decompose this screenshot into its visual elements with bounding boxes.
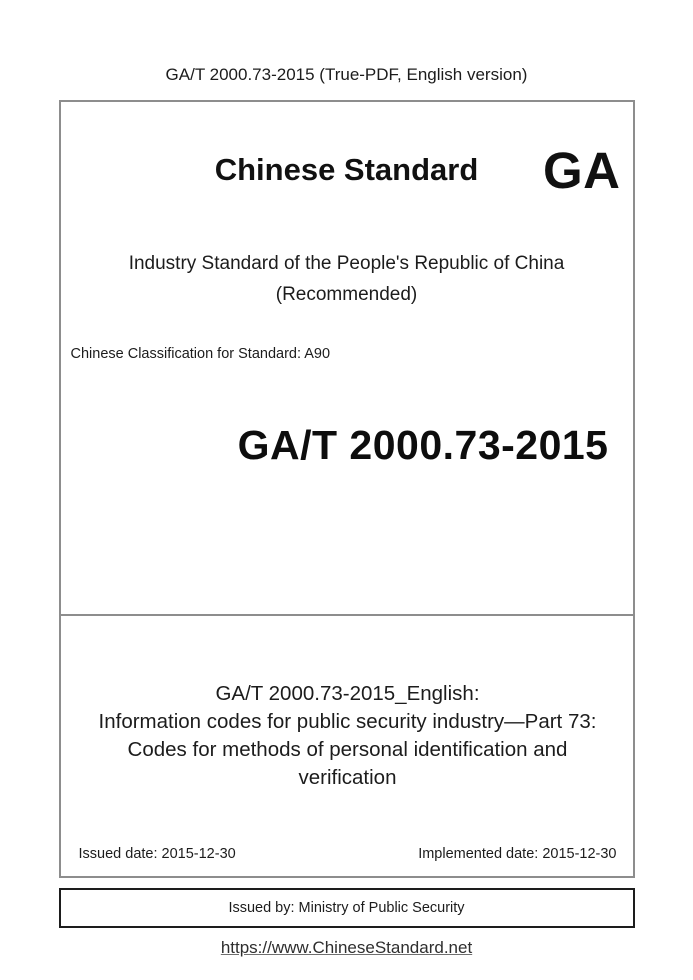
- issuer-box: [59, 888, 635, 928]
- standard-type-line: Industry Standard of the People's Republic of China: [128, 253, 565, 274]
- document-header: GA/T 2000.73-2015 (True-PDF, English version): [165, 65, 528, 84]
- issuer-text: Issued by: Ministry of Public Security: [228, 900, 465, 916]
- brand-row: [61, 142, 633, 198]
- title-block: [79, 680, 617, 792]
- issued-date: Issued date: 2015-12-30: [78, 846, 236, 862]
- brand-title: Chinese Standard: [214, 152, 479, 187]
- footer-link[interactable]: https://www.ChineseStandard.net: [220, 938, 473, 957]
- cover-top-section: [61, 142, 633, 614]
- document-footer: [0, 936, 693, 960]
- dates-row: [79, 844, 617, 864]
- title-line-3: Codes for methods of personal identification and verification: [127, 738, 568, 789]
- standard-code: GA/T 2000.73-2015: [237, 422, 609, 468]
- cover-title-section: [61, 614, 633, 876]
- standard-type-block: [61, 248, 633, 310]
- cover-box: [59, 100, 635, 878]
- title-line-1: GA/T 2000.73-2015_English:: [215, 682, 480, 705]
- implemented-date: Implemented date: 2015-12-30: [418, 846, 617, 862]
- ga-logo: GA: [543, 142, 621, 199]
- title-line-2: Information codes for public security industry—Part 73:: [98, 710, 597, 733]
- recommended-line: (Recommended): [275, 284, 418, 305]
- classification-line: Chinese Classification for Standard: A90: [70, 346, 331, 362]
